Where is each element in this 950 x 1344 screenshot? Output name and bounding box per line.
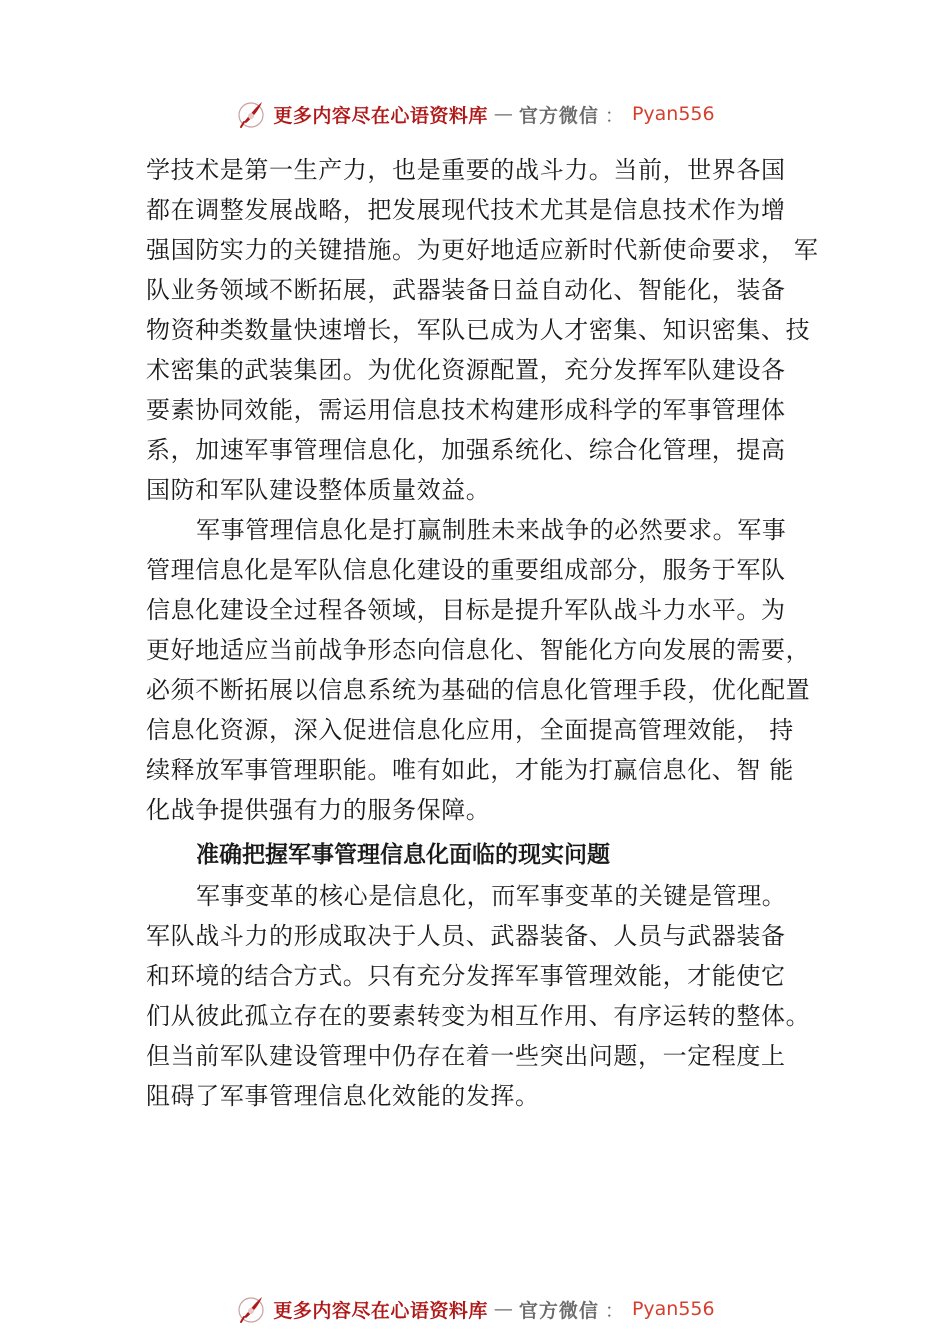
text-line: 化战争提供强有力的服务保障。: [146, 796, 491, 824]
quill-pen-logo-icon: [235, 1293, 267, 1325]
text-line: 续释放军事管理职能。唯有如此，才能为打赢信息化、智 能: [146, 756, 794, 784]
document-body: [146, 150, 836, 1116]
text-line: 系，加速军事管理信息化，加强系统化、综合化管理，提高: [146, 436, 786, 464]
text-line: 要素协同效能，需运用信息技术构建形成科学的军事管理体: [146, 396, 786, 424]
text-line: 术密集的武装集团。为优化资源配置，充分发挥军队建设各: [146, 356, 786, 384]
paragraph-2: [146, 510, 836, 830]
text-line: 阻碍了军事管理信息化效能的发挥。: [146, 1082, 540, 1110]
brand-banner: [235, 1293, 714, 1325]
page-footer: [0, 1289, 950, 1329]
page-header: [0, 94, 950, 134]
text-line: 信息化建设全过程各领域，目标是提升军队战斗力水平。为: [146, 596, 786, 624]
section-heading: 准确把握军事管理信息化面临的现实问题: [196, 842, 610, 868]
text-line: 更好地适应当前战争形态向信息化、智能化方向发展的需要，: [146, 636, 811, 664]
paragraph-3: [146, 876, 836, 1116]
wechat-colon: ：: [604, 1299, 624, 1322]
text-line: 物资种类数量快速增长，军队已成为人才密集、知识密集、技: [146, 316, 811, 344]
text-line: 国防和军队建设整体质量效益。: [146, 476, 491, 504]
text-line: 学技术是第一生产力，也是重要的战斗力。当前，世界各国: [146, 156, 786, 184]
text-line: 队业务领域不断拓展，武器装备日益自动化、智能化，装备: [146, 276, 786, 304]
text-line: 强国防实力的关键措施。为更好地适应新时代新使命要求， 军: [146, 236, 819, 264]
wechat-id: Pyan556: [631, 1298, 715, 1320]
text-line: 都在调整发展战略，把发展现代技术尤其是信息技术作为增: [146, 196, 786, 224]
text-line: 军事管理信息化是打赢制胜未来战争的必然要求。军事: [196, 516, 787, 544]
text-line: 必须不断拓展以信息系统为基础的信息化管理手段，优化配置: [146, 676, 811, 704]
wechat-colon: ：: [604, 104, 624, 127]
wechat-id: Pyan556: [631, 103, 715, 125]
text-line: 和环境的结合方式。只有充分发挥军事管理效能，才能使它: [146, 962, 786, 990]
wechat-label: 官方微信: [518, 1299, 599, 1322]
brand-dash: —: [493, 1298, 513, 1320]
brand-name: 更多内容尽在心语资料库: [273, 1299, 488, 1322]
brand-banner: [235, 98, 714, 130]
text-line: 管理信息化是军队信息化建设的重要组成部分，服务于军队: [146, 556, 786, 584]
brand-name: 更多内容尽在心语资料库: [273, 104, 488, 127]
text-line: 军事变革的核心是信息化，而军事变革的关键是管理。: [196, 882, 787, 910]
quill-pen-logo-icon: [235, 98, 267, 130]
text-line: 军队战斗力的形成取决于人员、武器装备、人员与武器装备: [146, 922, 786, 950]
text-line: 但当前军队建设管理中仍存在着一些突出问题，一定程度上: [146, 1042, 786, 1070]
paragraph-1: [146, 150, 836, 510]
wechat-label: 官方微信: [518, 104, 599, 127]
text-line: 信息化资源，深入促进信息化应用，全面提高管理效能， 持: [146, 716, 794, 744]
text-line: 们从彼此孤立存在的要素转变为相互作用、有序运转的整体。: [146, 1002, 811, 1030]
brand-dash: —: [493, 103, 513, 125]
